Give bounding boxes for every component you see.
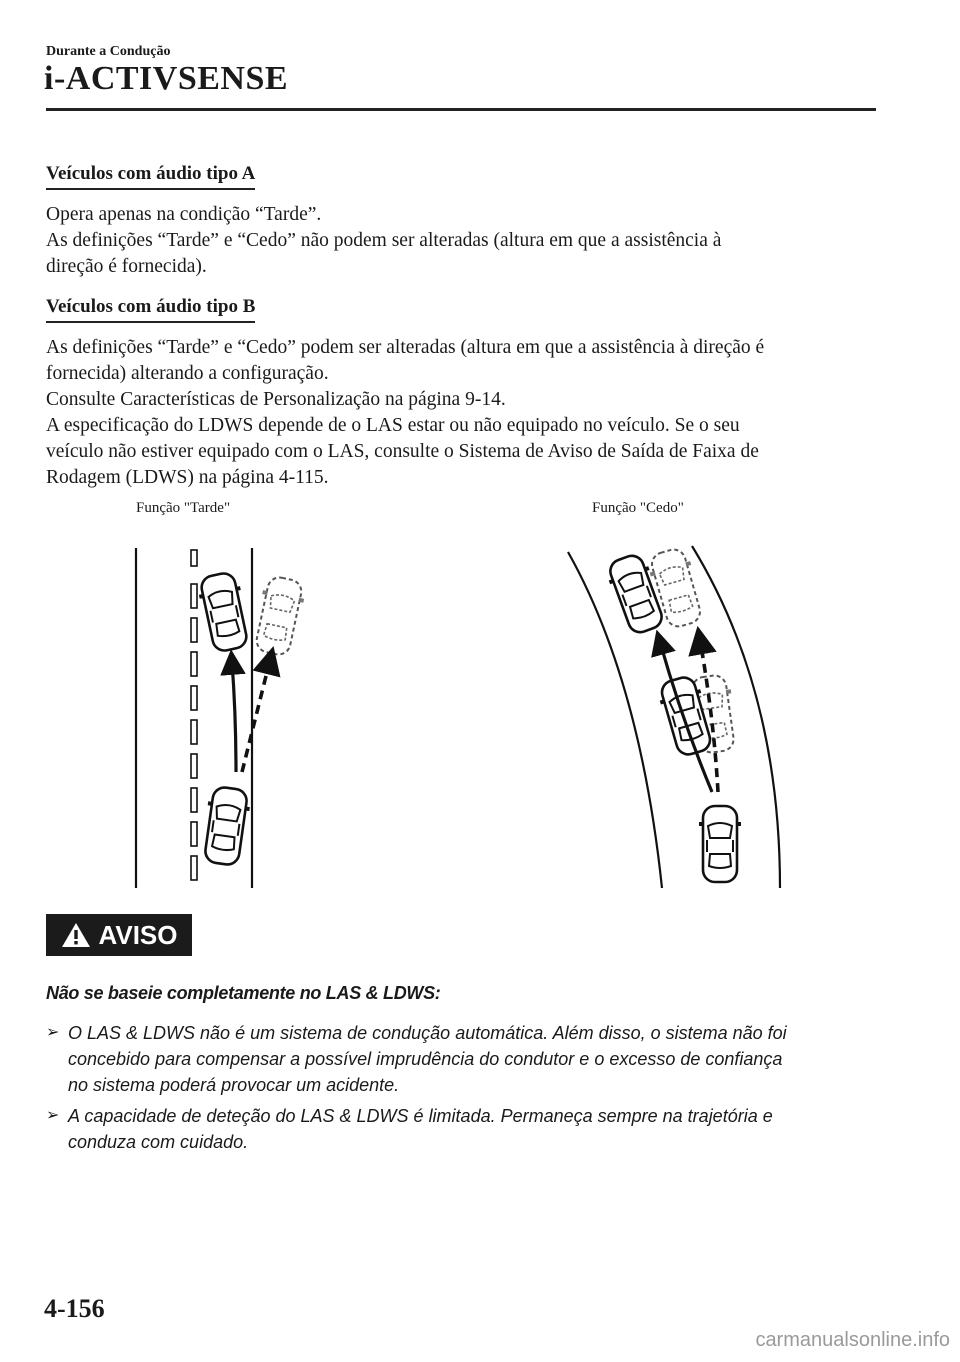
early-function-caption: Função "Cedo" [592,500,684,516]
car-corrected-icon [196,570,253,653]
car-ghost-icon [251,574,308,657]
text-line: fornecida) alterando a configuração. [46,363,329,384]
watermark: carmanualsonline.info [755,1329,950,1351]
audio-a-heading: Veículos com áudio tipo A [46,163,255,190]
text-line: veículo não estiver equipado com o LAS, consulte o Sistema de Aviso de Saída de Faixa de [46,441,759,462]
corrected-path-arrow [232,662,236,772]
text-line: A especificação do LDWS depende de o LAS estar ou não equipado no veículo. Se o seu [46,415,740,436]
warning-triangle-icon [61,922,91,948]
warning-badge [46,914,192,956]
section-kicker: Durante a Condução [46,44,171,59]
page-number: 4-156 [44,1294,105,1323]
early-function-diagram [568,546,780,888]
late-function-caption: Função "Tarde" [136,500,231,516]
warning-badge-label: AVISO [98,919,178,950]
text-line: As definições “Tarde” e “Cedo” podem ser alteradas (altura em que a assistência à direção é [46,337,765,358]
late-function-diagram [136,548,307,888]
warning-bullet [46,1103,886,1155]
bullet-arrow-icon: ➢ [46,1107,60,1124]
text-line: A capacidade de deteção do LAS & LDWS é limitada. Permaneça sempre na trajetória e [68,1106,773,1126]
text-line: direção é fornecida). [46,256,207,277]
text-line: Rodagem (LDWS) na página 4-115. [46,467,329,488]
car-start-icon [699,806,741,882]
text-line: no sistema poderá provocar um acidente. [68,1075,400,1095]
lane-dashed-marking [191,550,197,880]
text-line: concebido para compensar a possível imprudência do condutor e o excesso de confiança [68,1049,783,1069]
audio-b-heading: Veículos com áudio tipo B [46,296,255,323]
car-start-icon [200,785,252,866]
text-line: O LAS & LDWS não é um sistema de condução automática. Além disso, o sistema não foi [68,1023,787,1043]
warning-bullet [46,1020,886,1098]
text-line: As definições “Tarde” e “Cedo” não podem ser alteradas (altura em que a assistência à [46,230,722,251]
bullet-arrow-icon: ➢ [46,1024,60,1041]
text-line: conduza com cuidado. [68,1132,249,1152]
section-title: i-ACTIVSENSE [44,60,289,97]
text-line: Opera apenas na condição “Tarde”. [46,204,322,225]
drift-path-arrow [242,660,270,772]
text-line: Consulte Características de Personalização na página 9-14. [46,389,506,410]
warning-heading: Não se baseie completamente no LAS & LDWS: [46,983,441,1003]
